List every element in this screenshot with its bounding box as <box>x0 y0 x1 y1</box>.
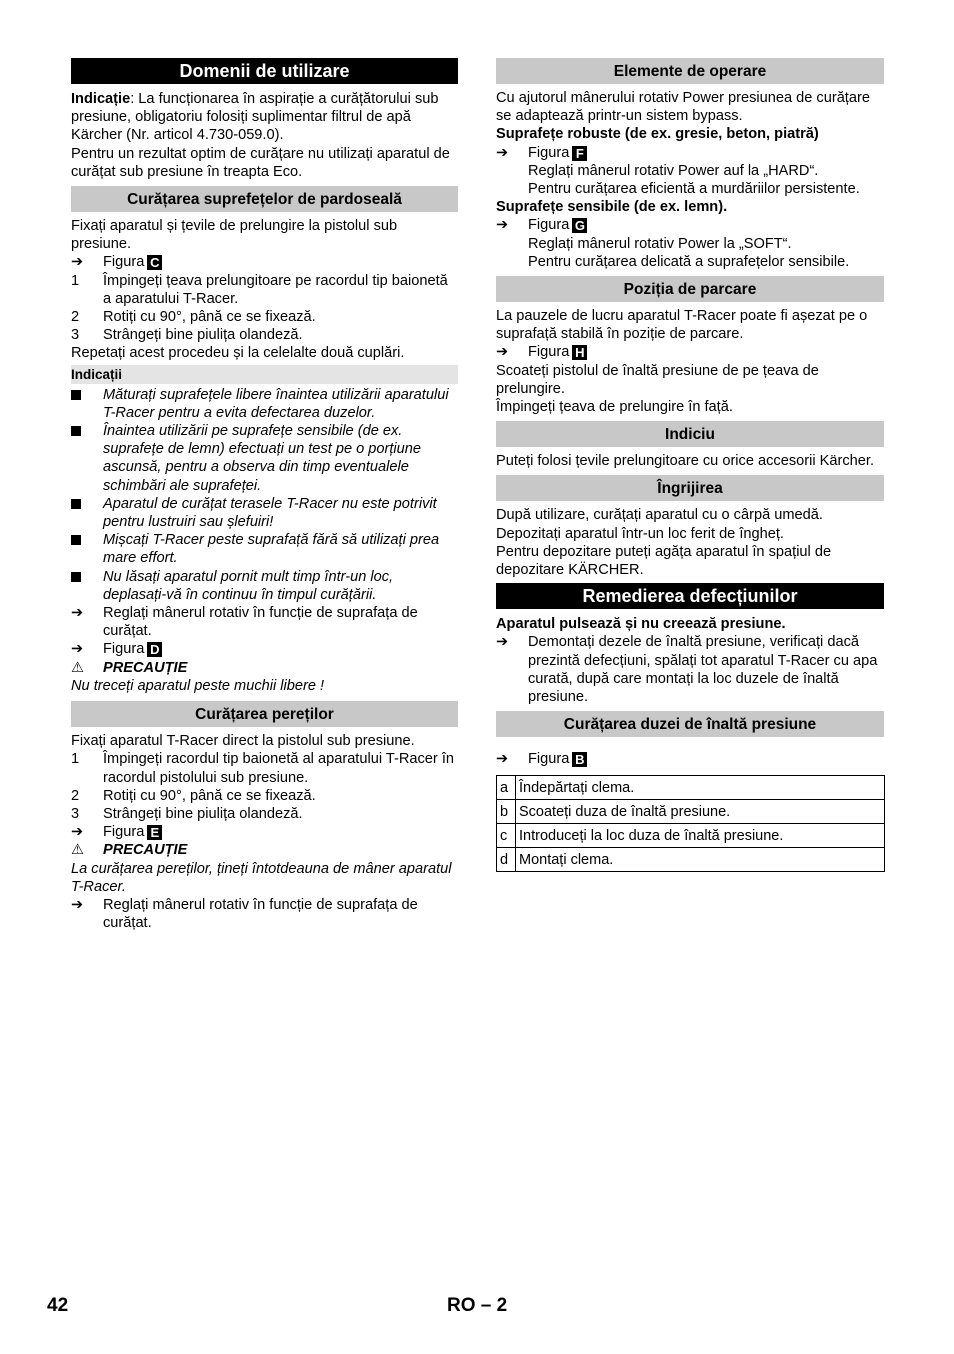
hard-instruction: Reglați mânerul rotativ Power auf la „HARD“. <box>528 162 819 179</box>
figure-word: Figura <box>528 217 570 234</box>
arrow-icon: ➔ <box>496 634 509 651</box>
figure-word: Figura <box>528 344 570 361</box>
parking-step-1: Scoateți pistolul de înaltă presiune de pe țeava de prelungire. <box>496 362 819 397</box>
subsection-title-floor: Curățarea suprefețelor de pardoseală <box>71 186 458 212</box>
bullet-square-icon <box>71 535 81 545</box>
figure-ref-c <box>71 253 458 271</box>
soft-instruction: Reglați mânerul rotativ Power la „SOFT“. <box>528 235 792 252</box>
walls-paragraph: Fixați aparatul T-Racer direct la pistolul sub presiune. <box>71 733 415 750</box>
bullet-square-icon <box>71 426 81 436</box>
note-item-text: Mișcați T-Racer peste suprafață fără să utilizați prea mare effort. <box>103 532 440 567</box>
figure-ref-e <box>71 823 458 841</box>
figure-h-icon: H <box>572 345 587 360</box>
subsection-title-controls: Elemente de operare <box>496 58 884 84</box>
controls-paragraph: Cu ajutorul mânerului rotativ Power presiunea de curățare se adaptează printr-un sistem bypass. <box>496 90 870 125</box>
step-item <box>71 805 458 823</box>
row-value: Montați clema. <box>516 848 885 872</box>
soft-purpose: Pentru curățarea delicată a suprafețelor sensibile. <box>528 253 850 270</box>
note-item <box>71 386 458 422</box>
note-paragraph <box>71 90 458 145</box>
arrow-icon: ➔ <box>496 344 509 361</box>
repeat-paragraph: Repetați acest procedeu și la celelalte două cuplări. <box>71 345 405 362</box>
note-item <box>71 495 458 531</box>
subsection-title-parking: Poziția de parcare <box>496 276 884 302</box>
figure-e-icon: E <box>147 825 162 840</box>
care-paragraph-2: Depozitați aparatul într-un loc ferit de îngheț. <box>496 525 784 542</box>
fault-heading: Aparatul pulsează și nu creează presiune. <box>496 616 786 633</box>
arrow-instruction-2 <box>71 896 458 932</box>
care-paragraph-3: Pentru depozitare puteți agăța aparatul în spațiul de depozitare KÄRCHER. <box>496 543 832 579</box>
arrow-icon: ➔ <box>496 144 509 161</box>
step-number: 1 <box>71 751 80 768</box>
steps-floor <box>71 272 458 345</box>
fault-remedy-text: Demontați dezele de înaltă presiune, verificați dacă prezintă defecțiuni, spălați tot aparatul T-Racer cu apa curată, după care montați la loc duzele de înaltă presiune. <box>528 634 878 706</box>
step-number: 1 <box>71 272 80 289</box>
arrow-instruction <box>71 604 458 640</box>
step-number: 2 <box>71 787 80 804</box>
step-item <box>71 272 458 308</box>
hard-purpose: Pentru curățarea eficientă a murdăriilor persistente. <box>528 181 860 198</box>
arrow-icon: ➔ <box>71 254 84 271</box>
row-value: Introduceți la loc duza de înaltă presiune. <box>516 824 885 848</box>
sensitive-heading: Suprafețe sensibile (de ex. lemn). <box>496 199 728 216</box>
subsection-title-hint: Indiciu <box>496 421 884 447</box>
note-item <box>71 531 458 567</box>
note-item <box>71 568 458 604</box>
figure-word: Figura <box>528 751 570 768</box>
warning-icon: ⚠ <box>71 842 85 859</box>
step-item-text: Rotiți cu 90°, până ce se fixează. <box>103 309 316 326</box>
note-label: Indicație <box>71 91 131 107</box>
robust-heading: Suprafețe robuste (de ex. gresie, beton, piatră) <box>496 126 819 143</box>
step-item <box>71 308 458 326</box>
bullet-square-icon <box>71 390 81 400</box>
section-title-troubleshooting: Remedierea defecțiunilor <box>496 583 884 609</box>
steps-walls <box>71 750 458 823</box>
arrow-icon: ➔ <box>496 217 509 234</box>
arrow-text: Reglați mânerul rotativ în funcție de suprafața de curățat. <box>103 605 418 640</box>
arrow-icon: ➔ <box>71 824 84 841</box>
figure-ref-g <box>496 216 884 234</box>
note-item-text: Măturați suprafețele libere înaintea utilizării aparatului T-Racer pentru a evita defectarea duzelor. <box>103 386 449 421</box>
step-item <box>71 326 458 344</box>
nozzle-steps-table <box>496 775 885 872</box>
row-value: Îndepărtați clema. <box>516 776 885 800</box>
note-item-text: Înaintea utilizării pe suprafețe sensibile (de ex. suprafețe de lemn) efectuați un test pe o porțiune ascunsă, pentru a observa din timp eventualele schimbări ale suprafeței. <box>103 423 422 494</box>
caution-label: PRECAUȚIE <box>103 659 188 676</box>
step-item-text: Împingeți racordul tip baionetă al aparatului T-Racer în racordul pistolului sub presiune. <box>103 751 454 786</box>
figure-word: Figura <box>103 824 145 841</box>
figure-ref-h <box>496 343 884 361</box>
figure-ref-b <box>496 750 884 768</box>
fault-remedy <box>496 633 884 706</box>
step-number: 3 <box>71 327 80 344</box>
step-item-text: Împingeți țeava prelungitoare pe racordul tip baionetă a aparatului T-Racer. <box>103 272 448 307</box>
row-key: a <box>497 776 516 800</box>
caution-text: Nu treceți aparatul peste muchii libere ! <box>71 677 325 694</box>
footer-lang-page: RO – 2 <box>447 1295 508 1316</box>
step-item <box>71 750 458 786</box>
figure-ref-d <box>71 640 458 658</box>
parking-step-2: Împingeți țeava de prelungire în față. <box>496 399 733 416</box>
warning-icon: ⚠ <box>71 659 85 676</box>
left-column <box>71 58 458 932</box>
subsection-title-walls: Curățarea pereților <box>71 701 458 727</box>
figure-ref-f <box>496 144 884 162</box>
subsection-title-care: Îngrijirea <box>496 475 884 501</box>
subsection-title-nozzle: Curățarea duzei de înaltă presiune <box>496 711 884 737</box>
step-item-text: Rotiți cu 90°, până ce se fixează. <box>103 787 316 804</box>
table-row <box>497 848 885 872</box>
figure-d-icon: D <box>147 642 162 657</box>
care-paragraph-1: După utilizare, curățați aparatul cu o cârpă umedă. <box>496 507 823 524</box>
notes-heading: Indicații <box>71 365 458 384</box>
figure-word: Figura <box>103 254 145 271</box>
arrow-icon: ➔ <box>71 896 84 913</box>
arrow-icon: ➔ <box>71 641 84 658</box>
figure-word: Figura <box>528 144 570 161</box>
figure-f-icon: F <box>572 146 587 161</box>
row-key: b <box>497 800 516 824</box>
note-text: : La funcționarea în aspirație a curățătorului sub presiune, obligatoriu folosiți suplimentar filtrul de apă Kärcher (Nr. articol 4.730-059.0). <box>71 91 439 144</box>
notes-list <box>71 386 458 604</box>
step-item-text: Strângeți bine piulița olandeză. <box>103 805 303 822</box>
caution-label: PRECAUȚIE <box>103 842 188 859</box>
step-number: 3 <box>71 805 80 822</box>
arrow-text: Reglați mânerul rotativ în funcție de suprafața de curățat. <box>103 896 418 932</box>
step-item-text: Strângeți bine piulița olandeză. <box>103 327 303 344</box>
hint-paragraph: Puteți folosi țevile prelungitoare cu orice accesorii Kärcher. <box>496 453 875 470</box>
row-key: c <box>497 824 516 848</box>
caution-label-row-2 <box>71 841 458 859</box>
note-item <box>71 422 458 495</box>
figure-g-icon: G <box>572 218 587 233</box>
page-number: 42 <box>47 1295 69 1316</box>
step-number: 2 <box>71 309 80 326</box>
caution-label-row <box>71 659 458 677</box>
row-value: Scoateți duza de înaltă presiune. <box>516 800 885 824</box>
step-item <box>71 787 458 805</box>
note-item-text: Nu lăsați aparatul pornit mult timp într-un loc, deplasați-vă în continuu în timpul curățării. <box>103 568 394 603</box>
bullet-square-icon <box>71 499 81 509</box>
table-row <box>497 824 885 848</box>
figure-c-icon: C <box>147 255 162 270</box>
right-column <box>496 58 884 872</box>
arrow-icon: ➔ <box>71 605 84 622</box>
eco-paragraph: Pentru un rezultat optim de curățare nu utilizați aparatul de curățat sub presiune în treapta Eco. <box>71 145 450 180</box>
note-item-text: Aparatul de curățat terasele T-Racer nu este potrivit pentru lustruiri sau șlefuiri! <box>103 495 437 531</box>
table-row <box>497 800 885 824</box>
figure-word: Figura <box>103 641 145 658</box>
fix-paragraph: Fixați aparatul și țevile de prelungire la pistolul sub presiune. <box>71 218 398 253</box>
arrow-icon: ➔ <box>496 751 509 768</box>
table-row <box>497 776 885 800</box>
section-title-usage: Domenii de utilizare <box>71 58 458 84</box>
row-key: d <box>497 848 516 872</box>
caution-text-2: La curățarea pereților, țineți întotdeauna de mâner aparatul T-Racer. <box>71 860 452 895</box>
figure-b-icon: B <box>572 752 587 767</box>
parking-paragraph: La pauzele de lucru aparatul T-Racer poate fi așezat pe o suprafață stabilă în poziție de parcare. <box>496 308 868 343</box>
bullet-square-icon <box>71 572 81 582</box>
